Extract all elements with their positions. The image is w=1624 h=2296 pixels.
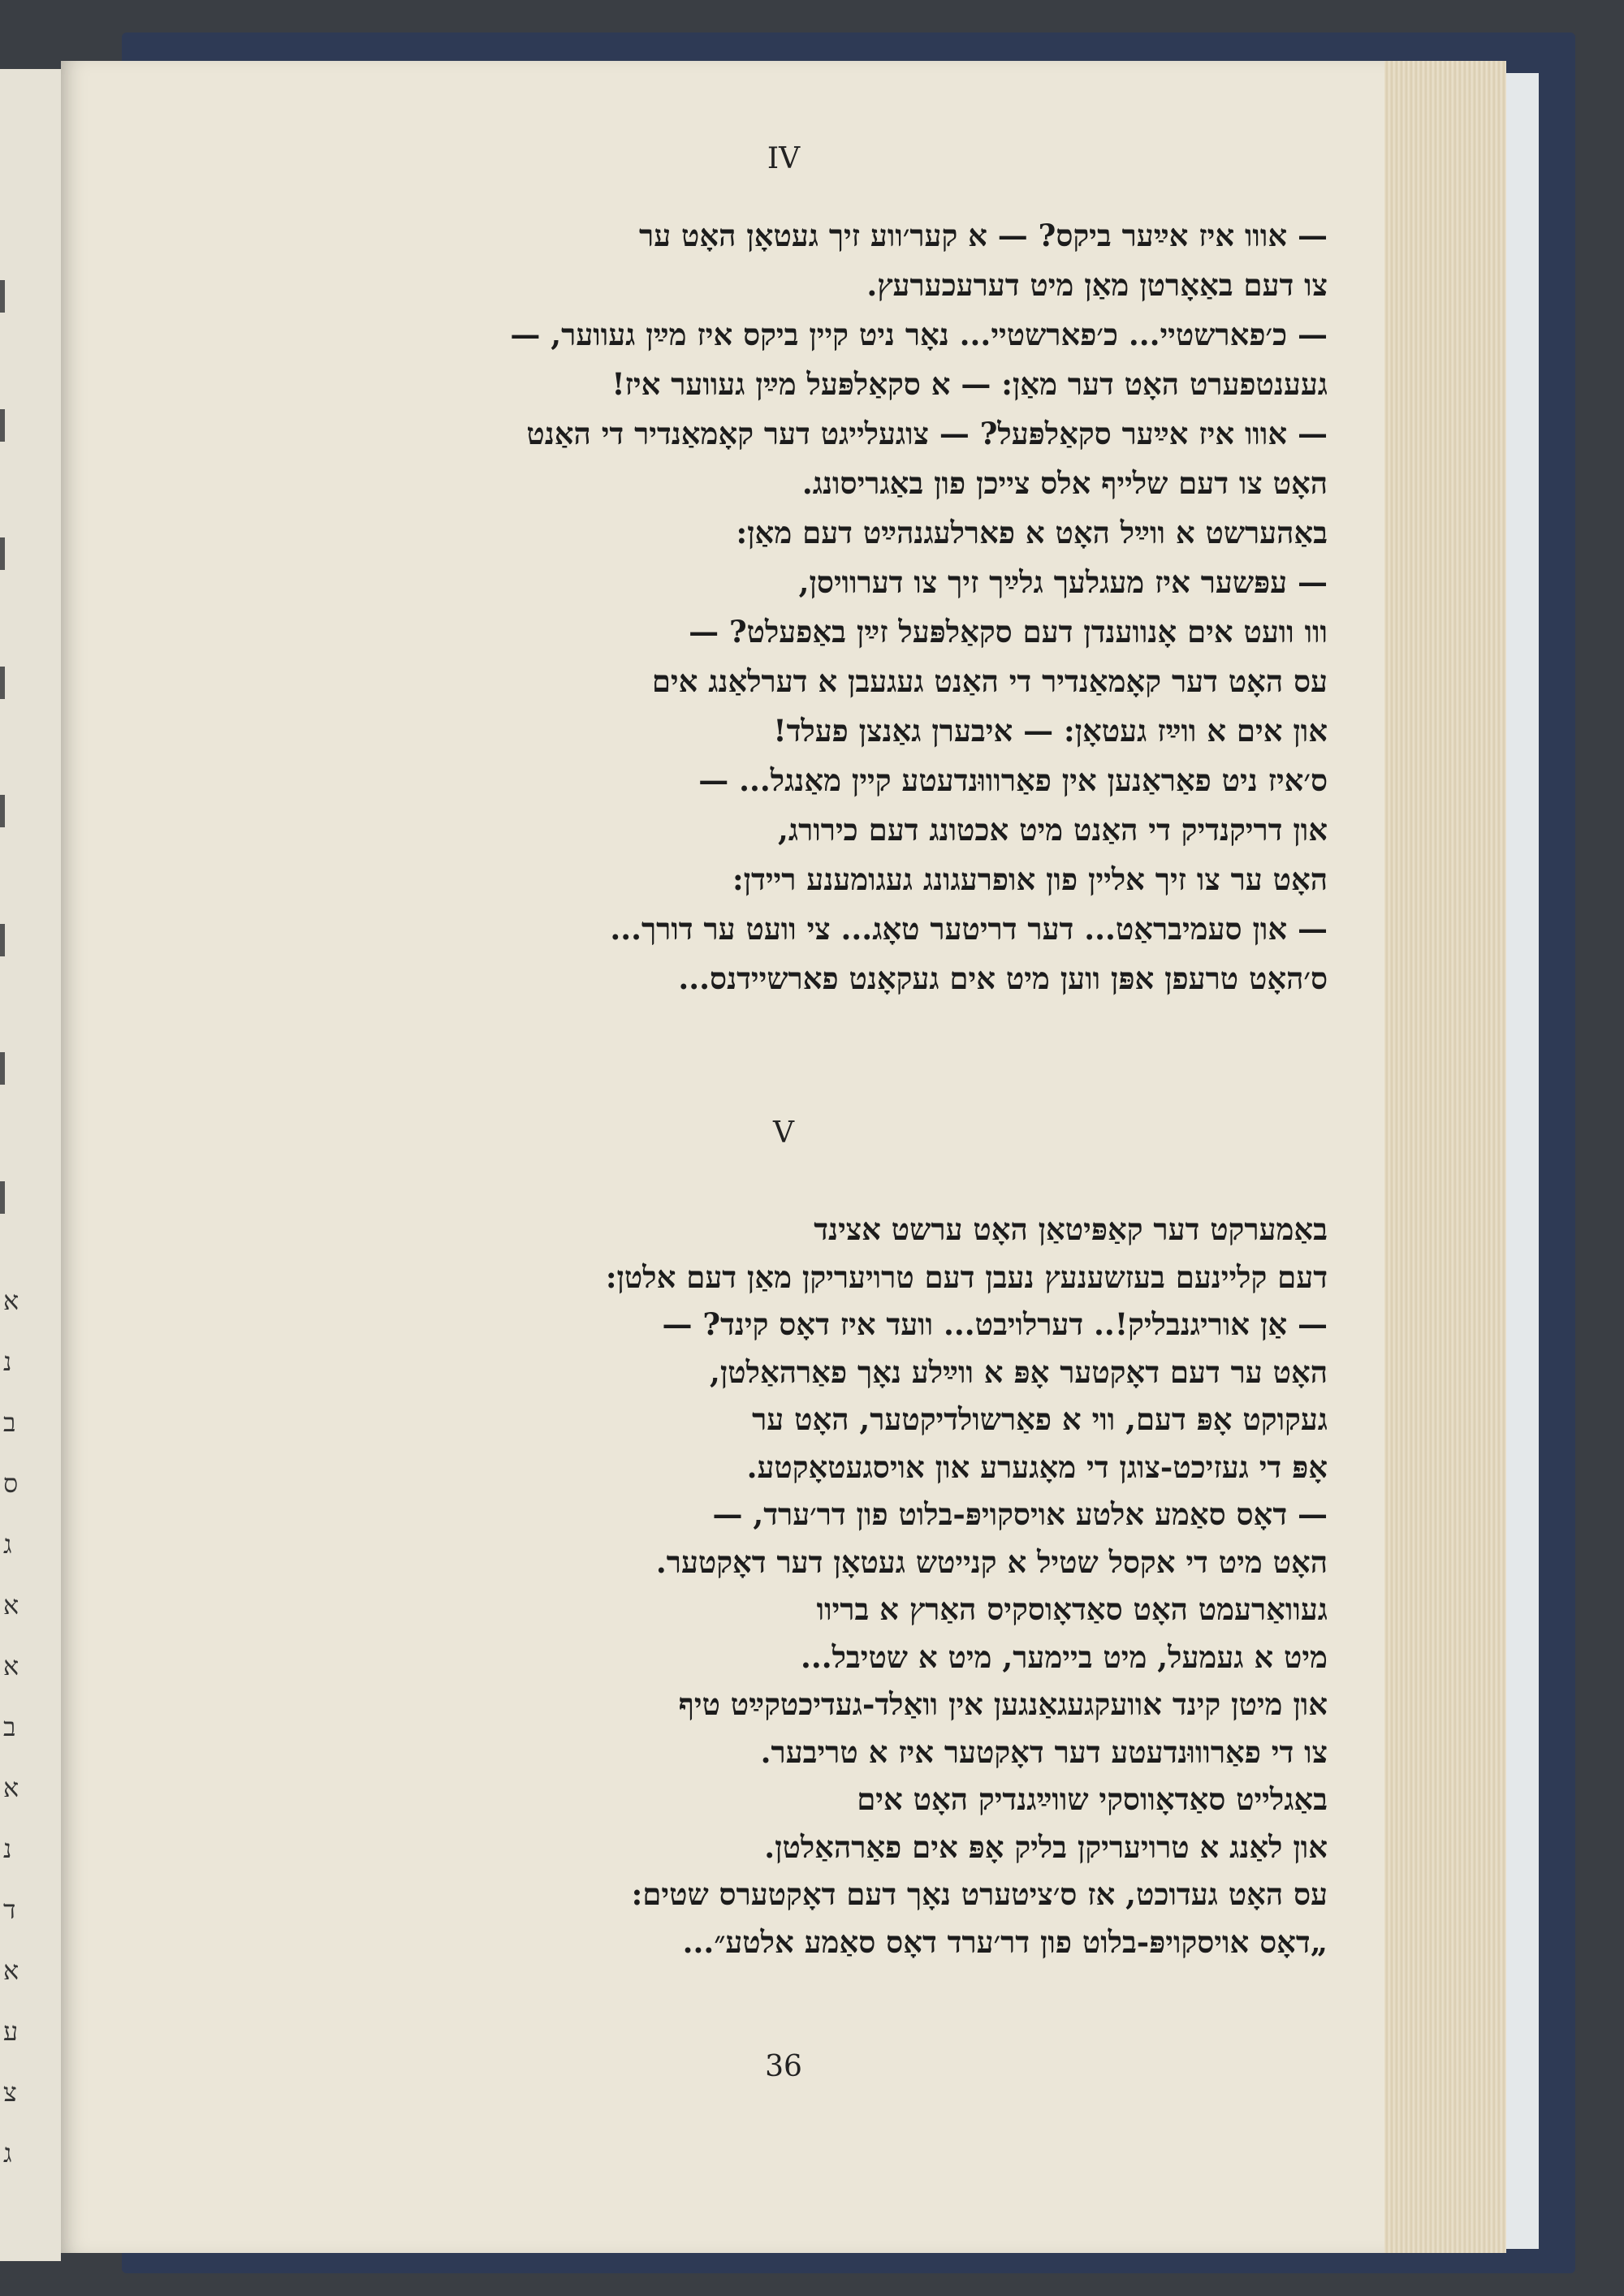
prev-letter: נ: [3, 1833, 12, 1864]
prev-letter: א: [3, 1590, 19, 1621]
previous-page-edge: [0, 69, 61, 2261]
text-line: ס׳איז ניט פאַראַנען אין פאַרוווּנדעטע קיין מאַנגל... —: [698, 762, 1328, 798]
section-iv-text: [256, 211, 1328, 1003]
page-block-edges: [1384, 61, 1506, 2253]
prev-letter: א: [3, 1285, 19, 1316]
text-line: האָט ער דעם דאָקטער אָפּ א ווײַלע נאָך פאַרהאַלטן,: [710, 1353, 1328, 1390]
prev-letter: ב: [3, 1711, 16, 1742]
text-line: און דריקנדיק די האַנט מיט אכטונג דעם כירורג,: [778, 812, 1328, 848]
text-line: דעם קליינעם בעזשענעץ נעבן דעם טרויעריקן מאַן דעם אלטן:: [605, 1258, 1328, 1295]
section-heading-iv: IV: [767, 142, 801, 175]
prev-letter: ד: [3, 1894, 16, 1925]
text-line: — דאָס סאַמע אלטע אויסקויפּ-בלוט פון דר׳ערד, —: [712, 1496, 1328, 1532]
book-page: [61, 61, 1506, 2253]
text-line: „דאָס אויסקויפּ-בלוט פון דר׳ערד דאָס סאַמע אלטע״...: [682, 1923, 1328, 1960]
previous-page-letters: [0, 1271, 32, 2184]
text-line: — אַן אוריגנבליק!.. דערלויבט... וועד איז דאָס קינד? —: [662, 1306, 1328, 1342]
previous-page-marks: [0, 280, 16, 1214]
prev-letter: א: [3, 1955, 19, 1986]
text-line: באַמערקט דער קאַפּיטאַן האָט ערשט אצינד: [814, 1211, 1328, 1247]
prev-letter: ג: [3, 2138, 12, 2169]
text-line: צו דעם באַאָרטן מאַן מיט דערעכערעץ.: [866, 267, 1328, 303]
text-line: ווו וועט אים אָנווענדן דעם סקאַלפּעל זײַן באַפעלט? —: [689, 614, 1328, 650]
text-line: מיט א געמעל, מיט ביימער, מיט א שטיבל...: [800, 1638, 1328, 1675]
prev-letter: צ: [3, 2077, 17, 2108]
prev-letter: א: [3, 1651, 19, 1681]
prev-letter: ב: [3, 1407, 16, 1438]
text-line: עס האָט דער קאָמאַנדיר די האַנט געגעבן א דערלאַנג אים: [651, 663, 1328, 699]
text-line: געוואַרעמט האָט סאַדאָוסקיס האַרץ א בריוו: [816, 1591, 1328, 1627]
text-line: — אווו איז אײַער ביקס? — א קער׳ווע זיך געטאָן האָט ער: [639, 218, 1328, 253]
text-line: האָט ער צו זיך אליין פון אופרעגונג געגומענע ריידן:: [732, 861, 1328, 897]
endpaper: [1506, 73, 1539, 2249]
text-line: געענטפערט האָט דער מאַן: — א סקאַלפּעל מײַן געווער איז!: [611, 366, 1328, 402]
prev-letter: א: [3, 1772, 19, 1803]
text-line: און לאַנג א טרויעריקן בליק אָפּ אים פאַרהאַלטן.: [764, 1828, 1328, 1865]
text-line: אָפּ די געזיכט-צוגן די מאָגערע און אויסגעטאָקטע.: [746, 1448, 1328, 1485]
text-line: געקוקט אָפּ דעם, ווי א פאַרשולדיקטער, האָט ער: [752, 1401, 1328, 1437]
prev-letter: ג: [3, 1529, 12, 1560]
page-number: 36: [765, 2050, 802, 2083]
text-line: — כ׳פארשטיי... כ׳פארשטיי... נאָר ניט קיין ביקס איז מײַן געווער, —: [510, 317, 1328, 352]
text-line: — און סעמיבראַט... דער דריטער טאָג... צי וועט ער דורך...: [610, 911, 1328, 947]
text-line: עס האָט געדוכט, אז ס׳ציטערט נאָך דעם דאָקטערס שטים:: [631, 1876, 1328, 1912]
text-line: צו די פאַרוווּנדעטע דער דאָקטער איז א טריבער.: [760, 1733, 1328, 1770]
section-heading-v: V: [773, 1116, 794, 1150]
section-v-text: [256, 1206, 1328, 1966]
text-line: באַגלייט סאַדאָווסקי שווײַגנדיק האָט אים: [857, 1781, 1328, 1817]
prev-letter: ע: [3, 2016, 19, 2047]
text-line: — עפּשער איז מעגלעך גלײַך זיך צו דערוויסן,: [798, 564, 1328, 600]
prev-letter: ס: [3, 1468, 19, 1499]
text-line: האָט צו דעם שלייף אלס צייכן פון באַגריסונג.: [801, 465, 1328, 501]
text-line: ס׳האָט טרעפן אפּן ווען מיט אים געקאָנט פארשיידנס...: [678, 960, 1328, 996]
text-line: און מיטן קינד אוועקגעגאַנגען אין וואַלד-געדיכטקײַט טיף: [678, 1686, 1328, 1722]
text-line: באַהערשט א ווײַל האָט א פארלעגנהײַט דעם מאַן:: [736, 515, 1328, 550]
text-line: האָט מיט די אקסל שטיל א קנייטש געטאָן דער דאָקטער.: [655, 1543, 1328, 1580]
prev-letter: נ: [3, 1346, 12, 1377]
text-line: — אווו איז אײַער סקאַלפּעל? — צוגעלייגט דער קאָמאַנדיר די האַנט: [526, 416, 1328, 451]
text-line: און אים א ווײַז געטאָן: — איבערן גאַנצן פעלד!: [773, 713, 1328, 749]
